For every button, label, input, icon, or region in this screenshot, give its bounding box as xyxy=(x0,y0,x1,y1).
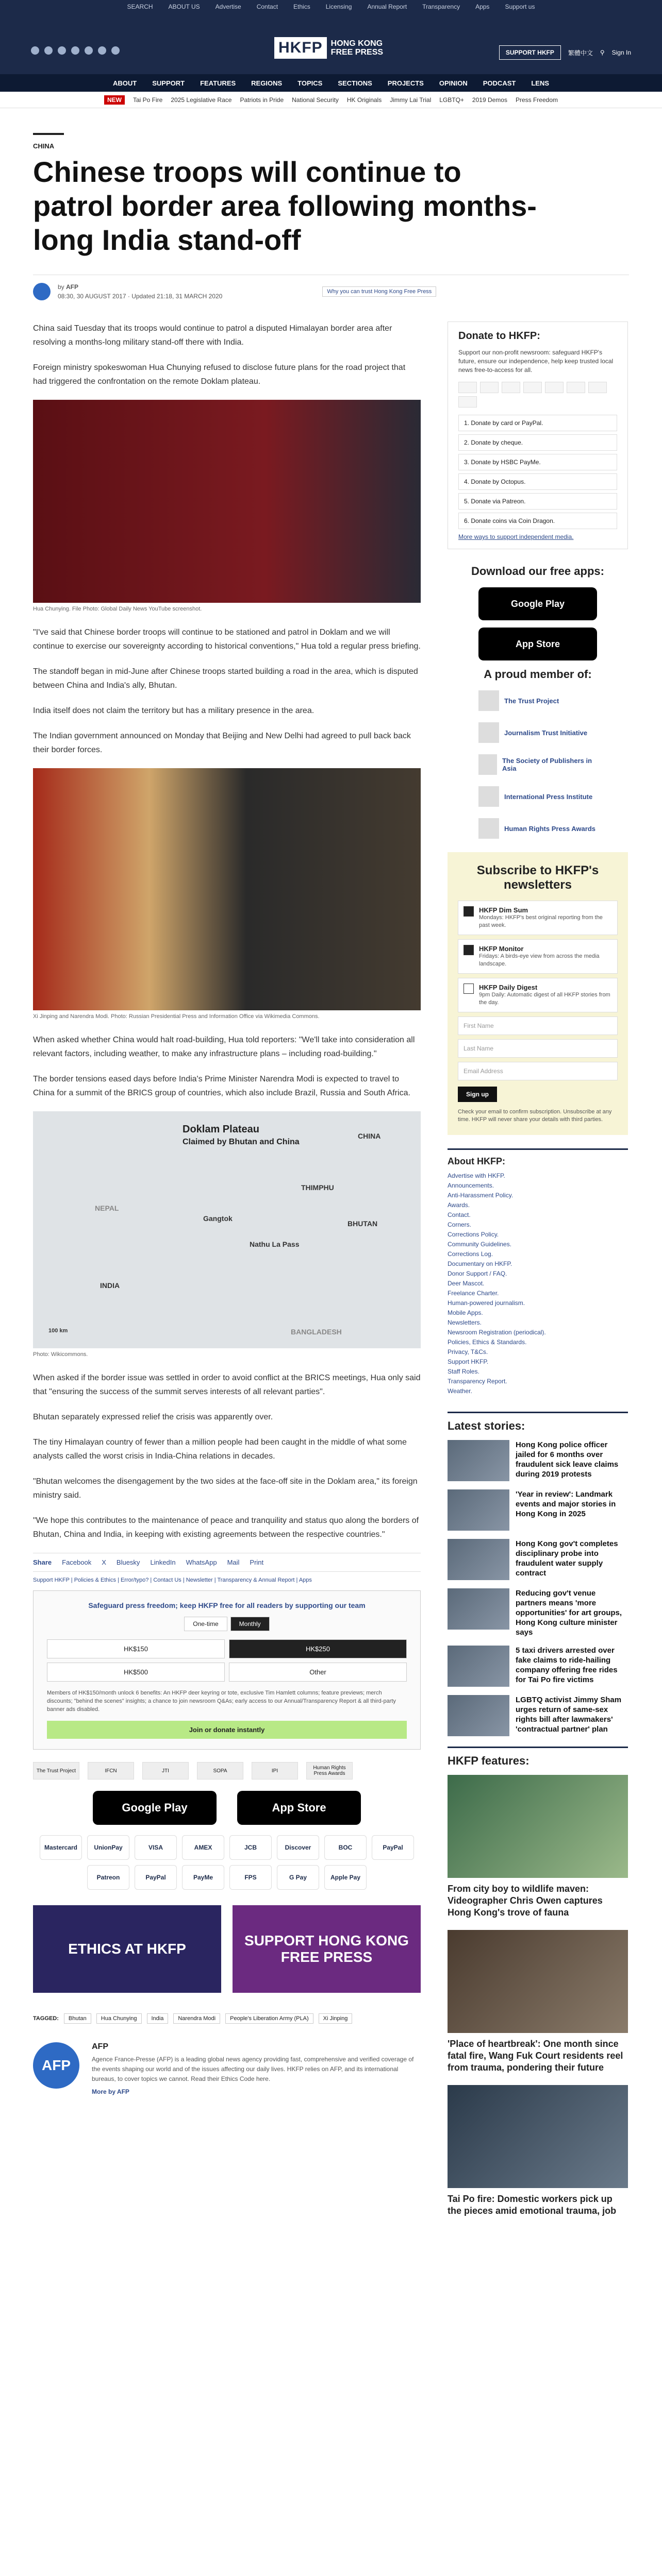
feature-item[interactable] xyxy=(448,1775,628,1919)
topbar-licensing[interactable]: Licensing xyxy=(325,3,352,10)
card-icon xyxy=(458,382,477,393)
story-title[interactable]: Reducing gov't venue partners means 'more opportunities' for art groups, Hong Kong culture minister says xyxy=(516,1589,622,1637)
about-link[interactable]: Corrections Log. xyxy=(448,1250,493,1258)
about-link[interactable]: Community Guidelines. xyxy=(448,1241,512,1248)
latest-stories xyxy=(448,1412,628,1736)
topbar-search[interactable]: SEARCH xyxy=(127,3,153,10)
card-icon xyxy=(480,382,499,393)
paragraph: The tiny Himalayan country of fewer than a million people had been caught in the middle of what some analysts called the worst crisis in India-China relations in decades. xyxy=(33,1438,407,1461)
paragraph: India itself does not claim the territory but has a military presence in the area. xyxy=(33,706,315,715)
badge[interactable]: The Trust Project xyxy=(33,1762,79,1780)
join-button[interactable]: Join or donate instantly xyxy=(47,1721,407,1739)
topbar-apps[interactable]: Apps xyxy=(475,3,490,10)
topbar-annual-report[interactable]: Annual Report xyxy=(367,3,407,10)
image-caption: Hua Chunying. File Photo: Global Daily News YouTube screenshot. xyxy=(33,606,202,612)
top-utility-bar xyxy=(0,0,662,13)
updated-date: Updated 21:18, 31 MARCH 2020 xyxy=(131,293,223,300)
story-thumb[interactable] xyxy=(448,1646,509,1687)
about-link[interactable]: Awards. xyxy=(448,1201,470,1209)
about-link[interactable]: Mobile Apps. xyxy=(448,1309,483,1316)
share-facebook[interactable]: Facebook xyxy=(62,1558,92,1566)
image-caption: Xi Jinping and Narendra Modi. Photo: Russian Presidential Press and Information Office via Wikimedia Commons. xyxy=(33,1013,320,1020)
topbar-transparency[interactable]: Transparency xyxy=(422,3,460,10)
paragraph: "Bhutan welcomes the disengagement by the two sides at the face-off site in the Doklam area," its foreign ministry said. xyxy=(33,1477,418,1500)
donate-option[interactable]: 4. Donate by Octopus. xyxy=(458,473,617,490)
gpay-icon[interactable]: G Pay xyxy=(277,1865,319,1890)
topbar-contact[interactable]: Contact xyxy=(256,3,278,10)
newsletter-title: Subscribe to HKFP's newsletters xyxy=(476,863,599,892)
badge[interactable]: IFCN xyxy=(88,1762,134,1780)
about-link[interactable]: Donor Support / FAQ. xyxy=(448,1270,507,1277)
boc-icon[interactable]: BOC xyxy=(324,1835,367,1860)
published-date: 08:30, 30 AUGUST 2017 xyxy=(58,293,126,300)
member-label: Journalism Trust Initiative xyxy=(504,728,588,737)
story-title[interactable]: LGBTQ activist Jimmy Sham urges return of same-sex rights bill after lawmakers' 'contractual partner' plan xyxy=(516,1696,622,1734)
nav2-item[interactable]: National Security xyxy=(292,96,339,104)
about-link[interactable]: Freelance Charter. xyxy=(448,1290,499,1297)
apps-title: Download our free apps: xyxy=(471,565,604,578)
donate-option[interactable]: 1. Donate by card or PayPal. xyxy=(458,415,617,431)
nav-support[interactable]: SUPPORT xyxy=(152,79,185,87)
header-actions xyxy=(499,45,631,60)
paypal-icon[interactable]: PayPal xyxy=(372,1835,414,1860)
story-title[interactable]: 5 taxi drivers arrested over fake claims to ride-hailing company offering free rides for Tai Po fire victims xyxy=(516,1646,618,1684)
support-hkfp-button[interactable]: SUPPORT HKFP xyxy=(499,45,561,60)
byline-meta: by AFP 08:30, 30 AUGUST 2017 · Updated 21:18, 31 MARCH 2020 xyxy=(58,283,223,300)
map-label: Nathu La Pass xyxy=(250,1240,300,1248)
site-header xyxy=(0,13,662,74)
badge[interactable]: SOPA xyxy=(197,1762,243,1780)
nav-sections[interactable]: SECTIONS xyxy=(338,79,372,87)
photo-xi-modi xyxy=(33,768,421,1010)
doklam-map xyxy=(33,1111,421,1348)
card-icon xyxy=(567,382,585,393)
paragraph: "I've said that Chinese border troops will continue to be stationed and patrol in Doklam and we will continue to exercise our sovereignty according to historical conventions," Hua told a regular press briefing. xyxy=(33,628,421,651)
map-title xyxy=(183,1124,300,1147)
donate-title: Donate to HKFP: xyxy=(458,330,540,342)
discover-icon[interactable]: Discover xyxy=(277,1835,319,1860)
sign-in-link[interactable]: Sign In xyxy=(611,49,631,56)
card-icon xyxy=(502,382,520,393)
nav-regions[interactable]: REGIONS xyxy=(251,79,283,87)
fps-icon[interactable]: FPS xyxy=(229,1865,272,1890)
membership-text: Members of HK$150/month unlock 6 benefits: An HKFP deer keyring or tote, exclusive Tim Hamlett columns; feature previews; merch discounts; "behind the scenes" insights; a chance to join newsroom Q&As; early access to our Annual/Transparency Report & all third-party banner ads disabled. xyxy=(47,1690,396,1713)
paragraph: "We hope this contributes to the maintenance of peace and tranquility and status quo along the borders of Bhutan, China and India, in keeping with existing agreements between the respective countries." xyxy=(33,1516,419,1539)
paragraph: The Indian government announced on Monday that Beijing and New Delhi had agreed to pull back back their border forces. xyxy=(33,732,411,754)
map-label: NEPAL xyxy=(95,1204,119,1212)
paragraph: When asked whether China would halt road-building, Hua told reporters: "We'll take into consideration all relevant factors, including weather, to make any infrastructure plans – including road-building." xyxy=(33,1036,415,1058)
about-link[interactable]: Newsletters. xyxy=(448,1319,482,1326)
tag[interactable]: Xi Jinping xyxy=(319,2013,353,2024)
tag[interactable]: People's Liberation Army (PLA) xyxy=(225,2013,313,2024)
about-link[interactable]: Contact. xyxy=(448,1211,471,1218)
secondary-nav xyxy=(0,92,662,108)
nav-features[interactable]: FEATURES xyxy=(200,79,236,87)
visa-icon[interactable]: VISA xyxy=(135,1835,177,1860)
story-thumb[interactable] xyxy=(448,1695,509,1736)
support-heading[interactable]: Safeguard press freedom; keep HKFP free for all readers by supporting our team xyxy=(88,1601,366,1609)
story-item[interactable] xyxy=(448,1539,628,1580)
logo-box: HKFP xyxy=(274,37,327,59)
paragraph: China said Tuesday that its troops would continue to patrol a disputed Himalayan border area after resolving a months-long military stand-off there with India. xyxy=(33,324,392,347)
trust-project-icon xyxy=(478,690,499,711)
about-title: About HKFP: xyxy=(448,1156,505,1166)
newsletter-option[interactable] xyxy=(458,939,618,974)
story-item[interactable] xyxy=(448,1440,628,1481)
map-subtitle: Claimed by Bhutan and China xyxy=(183,1138,300,1146)
card-icons xyxy=(458,382,617,408)
member-title: A proud member of: xyxy=(484,668,592,681)
map-label: BANGLADESH xyxy=(291,1328,342,1336)
badge[interactable]: Human Rights Press Awards xyxy=(306,1762,353,1780)
threads-icon[interactable] xyxy=(98,46,106,55)
about-list xyxy=(448,1171,628,1396)
feature-title[interactable]: From city boy to wildlife maven: Videographer Chris Owen captures Hong Kong's trove of fauna xyxy=(448,1884,603,1918)
about-link[interactable]: Transparency Report. xyxy=(448,1378,507,1385)
author-box-name[interactable]: AFP xyxy=(92,2042,108,2051)
kicker-rule xyxy=(33,133,64,135)
story-title[interactable]: Hong Kong police officer jailed for 6 months over fraudulent sick leave claims during 2019 protests xyxy=(516,1440,619,1479)
about-link[interactable]: Deer Mascot. xyxy=(448,1280,485,1287)
about-link[interactable]: Human-powered journalism. xyxy=(448,1299,525,1307)
monthly-option[interactable]: Monthly xyxy=(230,1617,270,1631)
paragraph: Foreign ministry spokeswoman Hua Chunying refused to disclose future plans for the road project that had triggered the confrontation on the remote Doklam plateau. xyxy=(33,363,406,386)
paragraph: When asked if the border issue was settled in order to avoid conflict at the BRICS meetings, Hua only said that "ensuring the success of the summit serves interests of all relevant parties". xyxy=(33,1374,421,1396)
features-title: HKFP features: xyxy=(448,1747,628,1768)
tag[interactable]: India xyxy=(147,2013,169,2024)
member-label: Human Rights Press Awards xyxy=(504,824,595,833)
one-time-option[interactable]: One-time xyxy=(184,1617,227,1631)
nl-title: HKFP Daily Digest xyxy=(479,984,538,991)
tags-label: TAGGED: xyxy=(33,2015,59,2022)
ethics-promo[interactable]: ETHICS AT HKFP xyxy=(33,1905,221,1993)
amount-options xyxy=(47,1639,407,1682)
nl-desc: Fridays: A birds-eye view from across the media landscape. xyxy=(479,953,600,967)
app-store-row xyxy=(33,1791,421,1825)
feature-image[interactable] xyxy=(448,1930,628,2033)
member-logo[interactable] xyxy=(478,818,597,839)
trust-link[interactable]: Why you can trust Hong Kong Free Press xyxy=(322,286,436,297)
donate-box xyxy=(448,321,628,549)
nav-opinion[interactable]: OPINION xyxy=(439,79,468,87)
badge[interactable]: JTI xyxy=(142,1762,189,1780)
jti-icon xyxy=(478,722,499,743)
map-title-text: Doklam Plateau xyxy=(183,1124,259,1135)
amex-icon[interactable]: AMEX xyxy=(182,1835,224,1860)
tags xyxy=(33,2013,421,2024)
nav2-item[interactable]: HK Originals xyxy=(346,96,382,104)
paragraph: Bhutan separately expressed relief the crisis was apparently over. xyxy=(33,1413,273,1421)
social-icons xyxy=(31,46,120,55)
feature-item[interactable] xyxy=(448,2085,628,2217)
topbar-about[interactable]: ABOUT US xyxy=(168,3,200,10)
amount-option[interactable]: HK$250 xyxy=(229,1639,407,1658)
share-bar xyxy=(33,1553,421,1572)
author-name[interactable]: AFP xyxy=(66,283,79,291)
more-by-author-link[interactable]: More by AFP xyxy=(92,2088,129,2095)
author-bio: Agence France-Presse (AFP) is a leading global news agency providing fast, comprehensive and verified coverage of the events shaping our world and of the issues affecting our daily lives. HKFP relies on AFP, and its international bureaus, to cover topics we cannot. Read their Ethics Code here. xyxy=(92,2056,414,2082)
youtube-icon[interactable] xyxy=(71,46,79,55)
map-label: THIMPHU xyxy=(301,1183,334,1192)
about-link[interactable]: Corners. xyxy=(448,1221,472,1228)
logo-line2: FREE PRESS xyxy=(330,48,384,57)
story-title[interactable]: 'Year in review': Landmark events and major stories in Hong Kong in 2025 xyxy=(516,1490,616,1518)
feature-title[interactable]: Tai Po fire: Domestic workers pick up the pieces amid emotional trauma, job xyxy=(448,2194,617,2216)
search-icon[interactable]: ⚲ xyxy=(600,49,605,56)
mastercard-icon[interactable]: Mastercard xyxy=(40,1835,82,1860)
donate-text: Support our non-profit newsroom: safeguard HKFP's future, ensure our independence, help keep trusted local news free-to-access for all. xyxy=(458,349,614,374)
map-label: INDIA xyxy=(100,1281,120,1290)
email-field[interactable]: Email Address xyxy=(458,1062,618,1080)
nav-podcast[interactable]: PODCAST xyxy=(483,79,516,87)
story-thumb[interactable] xyxy=(448,1489,509,1531)
content-columns xyxy=(33,321,629,2228)
footer-links[interactable]: Support HKFP | Policies & Ethics | Error/typo? | Contact Us | Newsletter | Transparency & Annual Report | Apps xyxy=(33,1577,312,1583)
topbar-advertise[interactable]: Advertise xyxy=(215,3,241,10)
about-link[interactable]: Corrections Policy. xyxy=(448,1231,499,1238)
payment-methods xyxy=(33,1835,421,1890)
author-avatar[interactable] xyxy=(33,283,51,300)
checkbox[interactable] xyxy=(464,906,474,917)
ipi-icon xyxy=(478,786,499,807)
x-icon[interactable] xyxy=(44,46,53,55)
about-link[interactable]: Anti-Harassment Policy. xyxy=(448,1192,514,1199)
sign-up-button[interactable]: Sign up xyxy=(458,1087,497,1102)
paragraph: The border tensions eased days before India's Prime Minister Narendra Modi is expected to travel to China for a summit of the BRICS group of countries, which also include Brazil, Russia and South Africa. xyxy=(33,1075,410,1097)
about-link[interactable]: Staff Roles. xyxy=(448,1368,479,1375)
story-thumb[interactable] xyxy=(448,1539,509,1580)
member-logo[interactable] xyxy=(478,722,597,743)
donate-option[interactable]: 2. Donate by cheque. xyxy=(458,434,617,451)
nl-desc: Mondays: HKFP's best original reporting from the past week. xyxy=(479,914,603,928)
share-label: Share xyxy=(33,1558,52,1566)
paragraph: The standoff began in mid-June after Chinese troops started building a road in the area, which is disputed between China and India's ally, Bhutan. xyxy=(33,667,418,690)
support-box xyxy=(33,1590,421,1750)
map-label: Gangtok xyxy=(203,1214,233,1223)
topbar-support[interactable]: Support us xyxy=(505,3,535,10)
story-item[interactable] xyxy=(448,1695,628,1736)
article-category[interactable]: CHINA xyxy=(33,142,55,150)
app-store-button[interactable]: App Store xyxy=(237,1791,361,1825)
support-promo[interactable]: SUPPORT HONG KONG FREE PRESS xyxy=(233,1905,421,1993)
feature-item[interactable] xyxy=(448,1930,628,2074)
tag[interactable]: Bhutan xyxy=(64,2013,91,2024)
about-link[interactable]: Announcements. xyxy=(448,1182,494,1189)
feature-image[interactable] xyxy=(448,2085,628,2188)
newsletter-option[interactable] xyxy=(458,978,618,1012)
nav2-item[interactable]: Tai Po Fire xyxy=(133,96,163,104)
article-title: Chinese troops will continue to patrol border area following months-long India stand-off xyxy=(33,156,537,256)
amount-option[interactable]: HK$500 xyxy=(47,1663,225,1682)
site-logo[interactable] xyxy=(274,37,383,59)
hrpa-icon xyxy=(478,818,499,839)
patreon-icon[interactable]: Patreon xyxy=(87,1865,129,1890)
paypal-icon[interactable]: PayPal xyxy=(135,1865,177,1890)
instagram-icon[interactable] xyxy=(58,46,66,55)
primary-nav xyxy=(0,74,662,92)
share-mail[interactable]: Mail xyxy=(227,1558,240,1566)
author-box xyxy=(33,2042,421,2095)
card-icon xyxy=(458,396,477,408)
unionpay-icon[interactable]: UnionPay xyxy=(87,1835,129,1860)
nav2-item[interactable]: 2025 Legislative Race xyxy=(171,96,232,104)
author-logo[interactable]: AFP xyxy=(33,2042,79,2089)
more-ways-link[interactable]: More ways to support independent media. xyxy=(458,533,574,540)
card-icon xyxy=(588,382,607,393)
nav2-item[interactable]: Patriots in Pride xyxy=(240,96,284,104)
nav2-item[interactable]: 2019 Demos xyxy=(472,96,507,104)
share-linkedin[interactable]: LinkedIn xyxy=(150,1558,176,1566)
article-wrapper xyxy=(33,133,629,2228)
sidebar xyxy=(448,321,628,2228)
story-item[interactable] xyxy=(448,1646,628,1687)
share-print[interactable]: Print xyxy=(250,1558,264,1566)
sidebar-app-store[interactable]: App Store xyxy=(478,628,597,660)
story-title[interactable]: Hong Kong gov't completes disciplinary probe into fraudulent water supply contract xyxy=(516,1539,618,1578)
share-bluesky[interactable]: Bluesky xyxy=(116,1558,140,1566)
photo-hua-chunying xyxy=(33,400,421,603)
feature-title[interactable]: 'Place of heartbreak': One month since fatal fire, Wang Fuk Court residents reel from trauma, pondering their future xyxy=(448,2039,623,2073)
nav2-item[interactable]: Press Freedom xyxy=(515,96,558,104)
about-link[interactable]: Support HKFP. xyxy=(448,1358,489,1365)
payme-icon[interactable]: PayMe xyxy=(182,1865,224,1890)
tag[interactable]: Narendra Modi xyxy=(173,2013,220,2024)
about-link[interactable]: Newsroom Registration (periodical). xyxy=(448,1329,546,1336)
jcb-icon[interactable]: JCB xyxy=(229,1835,272,1860)
nl-title: HKFP Dim Sum xyxy=(479,906,528,914)
topbar-ethics[interactable]: Ethics xyxy=(293,3,310,10)
card-icon xyxy=(523,382,542,393)
about-link[interactable]: Advertise with HKFP. xyxy=(448,1172,505,1179)
tag[interactable]: Hua Chunying xyxy=(96,2013,142,2024)
story-thumb[interactable] xyxy=(448,1440,509,1481)
checkbox[interactable] xyxy=(464,945,474,955)
member-label: International Press Institute xyxy=(504,792,593,801)
member-label: The Trust Project xyxy=(504,697,559,705)
story-item[interactable] xyxy=(448,1489,628,1531)
nl-desc: 9pm Daily: Automatic digest of all HKFP stories from the day. xyxy=(479,992,610,1006)
promo-row xyxy=(33,1905,421,1993)
newsletter-box xyxy=(448,852,628,1135)
author-info xyxy=(92,2042,421,2095)
newsletter-option[interactable] xyxy=(458,901,618,935)
member-logo[interactable] xyxy=(478,690,597,711)
latest-title: Latest stories: xyxy=(448,1412,628,1433)
feature-image[interactable] xyxy=(448,1775,628,1878)
amount-option[interactable]: HK$150 xyxy=(47,1639,225,1658)
last-name-field[interactable]: Last Name xyxy=(458,1039,618,1058)
nav-about[interactable]: ABOUT xyxy=(113,79,137,87)
logo-text xyxy=(331,39,383,57)
new-badge: NEW xyxy=(104,95,125,105)
nav-topics[interactable]: TOPICS xyxy=(297,79,323,87)
features-box xyxy=(448,1747,628,2217)
apple-pay-icon[interactable]: Apple Pay xyxy=(324,1865,367,1890)
byline xyxy=(33,275,629,301)
donate-option[interactable]: 3. Donate by HSBC PayMe. xyxy=(458,454,617,470)
about-box xyxy=(448,1148,628,1396)
sopa-icon xyxy=(478,754,497,775)
nav2-item[interactable]: Jimmy Lai Trial xyxy=(390,96,432,104)
map-scale: 100 km xyxy=(48,1328,68,1334)
map-label: CHINA xyxy=(358,1132,381,1140)
checkbox[interactable] xyxy=(464,984,474,994)
nav-lens[interactable]: LENS xyxy=(531,79,549,87)
first-name-field[interactable]: First Name xyxy=(458,1016,618,1035)
card-icon xyxy=(545,382,564,393)
story-item[interactable] xyxy=(448,1588,628,1637)
nav-projects[interactable]: PROJECTS xyxy=(387,79,424,87)
about-link[interactable]: Weather. xyxy=(448,1387,472,1395)
member-logo[interactable] xyxy=(478,786,597,807)
about-link[interactable]: Documentary on HKFP. xyxy=(448,1260,512,1267)
donate-option[interactable]: 5. Donate via Patreon. xyxy=(458,493,617,510)
badge[interactable]: IPI xyxy=(252,1762,298,1780)
sidebar-google-play[interactable]: Google Play xyxy=(478,587,597,620)
google-play-button[interactable]: Google Play xyxy=(93,1791,217,1825)
share-whatsapp[interactable]: WhatsApp xyxy=(186,1558,217,1566)
amount-option[interactable]: Other xyxy=(229,1663,407,1682)
share-x[interactable]: X xyxy=(102,1558,106,1566)
frequency-toggle xyxy=(47,1617,407,1631)
newsletter-note: Check your email to confirm subscription. Unsubscribe at any time. HKFP will never share your details with third parties. xyxy=(458,1109,612,1123)
linkedin-icon[interactable] xyxy=(85,46,93,55)
image-caption: Photo: Wikicommons. xyxy=(33,1351,88,1358)
map-label: BHUTAN xyxy=(347,1219,378,1228)
nl-title: HKFP Monitor xyxy=(479,945,524,953)
member-label: The Society of Publishers in Asia xyxy=(502,757,592,772)
story-thumb[interactable] xyxy=(448,1588,509,1630)
about-link[interactable]: Policies, Ethics & Standards. xyxy=(448,1338,527,1346)
language-switch[interactable]: 繁體中文 xyxy=(568,49,593,57)
facebook-icon[interactable] xyxy=(31,46,39,55)
article-body xyxy=(33,321,421,2228)
about-link[interactable]: Privacy, T&Cs. xyxy=(448,1348,488,1355)
logo-line1: HONG KONG xyxy=(330,39,383,48)
donate-option[interactable]: 6. Donate coins via Coin Dragon. xyxy=(458,513,617,529)
member-logo[interactable] xyxy=(478,754,597,775)
nav2-item[interactable]: LGBTQ+ xyxy=(439,96,464,104)
badge-row xyxy=(33,1762,421,1780)
bluesky-icon[interactable] xyxy=(111,46,120,55)
